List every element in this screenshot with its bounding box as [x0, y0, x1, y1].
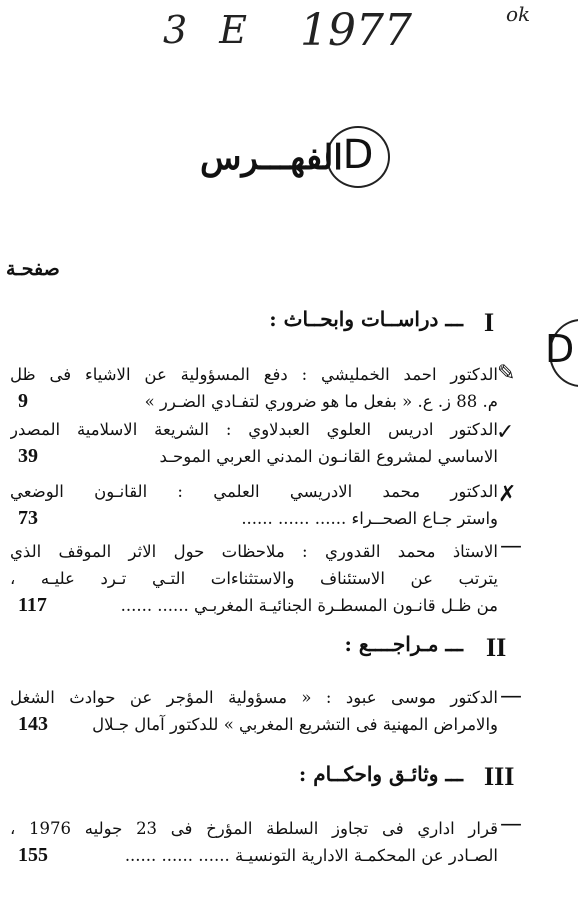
- entry-line: والامراض المهنية فى التشريع المغربي » للدكتور آمال جـلال: [92, 715, 498, 734]
- entry-line: قرار اداري فى تجاوز السلطة المؤرخ فى 23 جوليه 1976 ،: [10, 819, 498, 838]
- entry-line: م. 88 ز. ع. « بفعل ما هو ضروري لتفـادي الضـرر »: [144, 392, 498, 411]
- entry-line: الدكتور موسى عبود : « مسؤولية المؤجر عن حوادث الشغل: [10, 688, 498, 707]
- entry-line: واستر جـاع الصحــراء ...... ...... ......: [241, 509, 498, 528]
- page-number: 73: [18, 507, 38, 529]
- section-number: III: [484, 762, 515, 791]
- section-heading: ـــ دراســات وابحــاث :: [269, 307, 463, 331]
- handwritten-code: 3 E: [163, 8, 257, 52]
- section-heading: ـــ مـراجــــع :: [344, 632, 463, 656]
- check-mark: ✓: [496, 420, 515, 445]
- dash-mark: —: [500, 684, 522, 709]
- entry-line: من ظـل قانـون المسطـرة الجنائيـة المغربـي ...... ......: [120, 596, 498, 615]
- entry-line: الاستاذ محمد القدوري : ملاحظات حول الاثر الموقف الذي: [10, 542, 498, 561]
- toc-entry: [10, 478, 508, 532]
- page-number: 155: [18, 844, 48, 866]
- stamp-letter-edge: D: [545, 327, 575, 371]
- handwritten-year: 1977: [300, 5, 412, 56]
- cross-mark: ✗: [498, 482, 517, 507]
- entry-line: الدكتور محمد الادريسي العلمي : القانـون الوضعي: [10, 482, 498, 501]
- page-number: 39: [18, 445, 38, 467]
- entry-line: الدكتور ادريس العلوي العبدلاوي : الشريعة الاسلامية المصدر: [10, 420, 498, 439]
- section-number: II: [486, 633, 507, 662]
- dash-mark: —: [500, 534, 522, 559]
- page-title: الفهـــرس: [200, 138, 343, 178]
- toc-entry: [10, 684, 508, 738]
- toc-entry: [10, 361, 508, 415]
- toc-entry: [10, 538, 508, 619]
- section-heading: ـــ وثائـق واحكــام :: [298, 762, 463, 786]
- stamp-letter: D: [342, 132, 374, 178]
- tick-mark: ✎: [497, 361, 516, 386]
- page-number: 9: [18, 390, 28, 412]
- section-number: I: [484, 308, 495, 337]
- entry-line: الدكتور احمد الخمليشي : دفع المسؤولية عن الاشياء فى ظل: [10, 365, 498, 384]
- dash-mark: —: [500, 812, 522, 837]
- entry-line: الاساسي لمشروع القانـون المدني العربي الموحـد: [159, 447, 498, 466]
- toc-entry: [10, 815, 508, 869]
- toc-entry: [10, 416, 508, 470]
- entry-line: يترتب عن الاستئناف والاستثناءات التـي تـرد عليـه ،: [10, 569, 498, 588]
- circle-stamp-edge: [545, 319, 578, 387]
- entry-line: الصـادر عن المحكمـة الادارية التونسيـة ...... ...... ......: [124, 846, 498, 865]
- handwritten-ok: ok: [506, 2, 531, 26]
- page-column-label: صفحـة: [6, 258, 60, 280]
- page-number: 143: [18, 713, 48, 735]
- page-number: 117: [18, 594, 47, 616]
